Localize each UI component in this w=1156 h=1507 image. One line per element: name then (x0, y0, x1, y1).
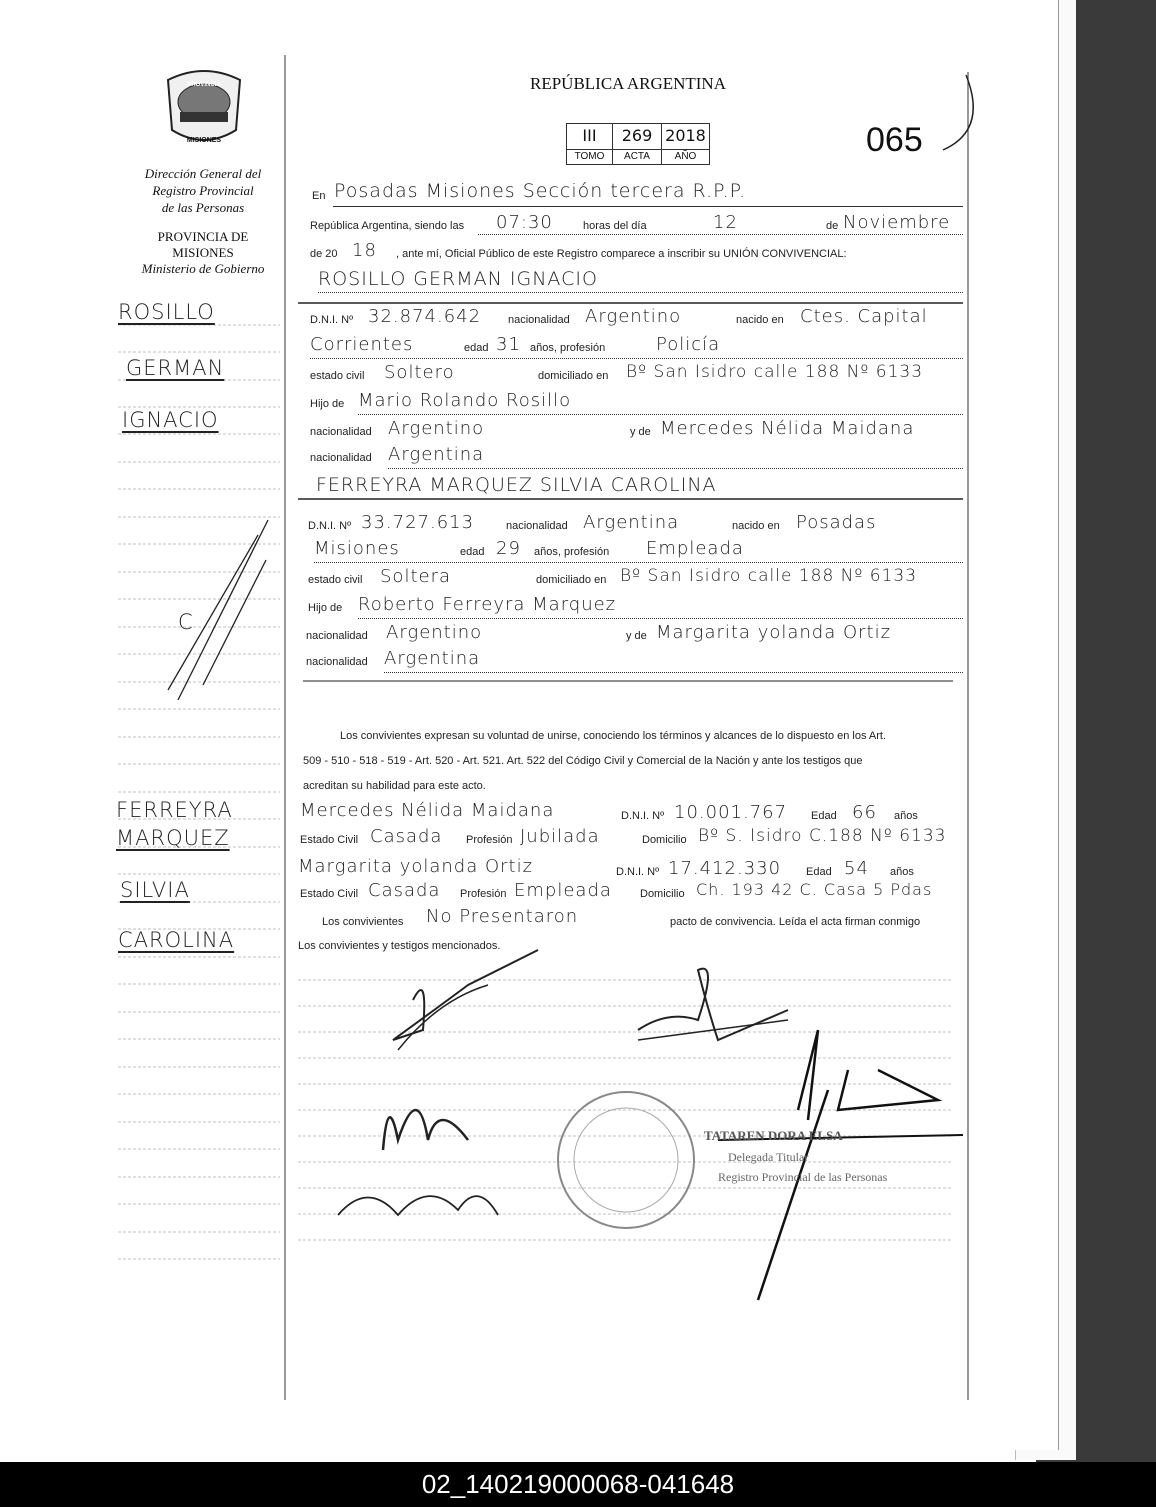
person2-padre: Roberto Ferreyra Marquez (358, 594, 617, 615)
person1-nacido-en-2: Corrientes (310, 334, 414, 355)
witness1-domicilio-label: Domicilio (642, 834, 687, 846)
witness2-domicilio-label: Domicilio (640, 888, 685, 900)
mes-value: Noviembre (843, 212, 951, 233)
person1-edad: 31 (496, 334, 521, 355)
ano-cell (662, 124, 709, 164)
closing-conv-value: No Presentaron (426, 906, 579, 927)
person2-line-2 (314, 562, 963, 563)
org-line-2: Registro Provincial (152, 183, 254, 198)
province-line-2: MISIONES (172, 245, 234, 260)
person1-madre: Mercedes Nélida Maidana (660, 418, 915, 439)
person2-hijo-line (358, 618, 963, 619)
tomo-cell (567, 124, 613, 164)
horas-label: horas del día (583, 220, 647, 232)
person1-padre-nac: Argentino (388, 418, 485, 439)
logo-top-text: PROVINCIA (187, 82, 221, 88)
margin-name-marquez: MARQUEZ (116, 826, 230, 850)
person2-madre-nac: Argentina (384, 648, 481, 669)
org-block (123, 165, 283, 216)
witness2-estado-label: Estado Civil (300, 888, 359, 900)
stamp-title: Delegada Titular (728, 1150, 809, 1164)
stamp-org: Registro Provincial de las Personas (718, 1170, 888, 1184)
person1-hijo-label: Hijo de (310, 398, 345, 410)
witness1-estado: Casada (370, 826, 443, 847)
stamp-name: TATAREN DORA ELSA (704, 1128, 843, 1143)
statement-line-3: acreditan su habilidad para este acto. (303, 780, 486, 792)
logo-bottom-text: MISIONES (186, 137, 222, 144)
witness2-estado: Casada (368, 880, 441, 901)
person1-domicilio: Bº San Isidro calle 188 Nº 6133 (626, 362, 924, 382)
statement-line-1: Los convivientes expresan su voluntad de unirse, conociendo los términos y alcances de lo dispuesto en los Art. (340, 730, 887, 742)
person1-dni-label: D.N.I. Nº (310, 314, 354, 326)
org-line-1: Dirección General del (144, 166, 262, 181)
person2-full-name: FERREYRA MARQUEZ SILVIA CAROLINA (316, 474, 717, 496)
acta-cell (613, 124, 662, 164)
dia-value: 12 (713, 212, 738, 233)
person2-yde-label: y de (626, 630, 647, 642)
person2-edad-label: edad (460, 546, 485, 558)
ano-label: AÑO (662, 149, 709, 164)
person1-name-line (318, 292, 963, 293)
person2-madre-nac-label: nacionalidad (306, 656, 368, 668)
person2-dni-label: D.N.I. Nº (308, 520, 352, 532)
tomo-acta-ano-box (566, 123, 710, 165)
person1-dni: 32.874.642 (368, 306, 482, 327)
person2-padre-nac-label: nacionalidad (306, 630, 368, 642)
comparece-text: , ante mí, Oficial Público de este Registro comparece a inscribir su UNIÓN CONVIVENCIAL: (396, 248, 847, 260)
witness2-domicilio: Ch. 193 42 C. Casa 5 Pdas (696, 880, 933, 899)
person1-domicilio-label: domiciliado en (538, 370, 609, 382)
person1-full-name: ROSILLO GERMAN IGNACIO (318, 268, 598, 290)
province-line-1: PROVINCIA DE (157, 229, 249, 244)
person1-nacido-en: Ctes. Capital (800, 306, 928, 327)
anio-prefix: de 20 (310, 248, 338, 260)
margin-mark-c: C (178, 610, 194, 634)
witness1-profesion-label: Profesión (466, 834, 513, 846)
witness1-estado-label: Estado Civil (300, 834, 359, 846)
witness1-anos-label: años (894, 810, 918, 822)
republica-title: REPÚBLICA ARGENTINA (530, 74, 726, 93)
witness1-profesion: Jubilada (520, 826, 600, 847)
ministerio: Ministerio de Gobierno (141, 261, 265, 276)
witness2-anos-label: años (890, 866, 914, 878)
witness1-dni-label: D.N.I. Nº (621, 810, 665, 822)
person1-line-2 (310, 358, 963, 359)
person2-profesion: Empleada (646, 538, 744, 559)
person2-nac-label: nacionalidad (506, 520, 568, 532)
witness2-profesion-label: Profesión (460, 888, 507, 900)
closing-pacto: pacto de convivencia. Leída el acta firman conmigo (670, 916, 921, 928)
witness1-dni: 10.001.767 (674, 802, 788, 823)
tomo-label: TOMO (567, 149, 612, 164)
person1-nacido-label: nacido en (736, 314, 784, 326)
person1-madre-nac-label: nacionalidad (310, 452, 372, 464)
de-label: de (826, 220, 839, 232)
person2-profesion-label: años, profesión (534, 546, 610, 558)
statement-line-2: 509 - 510 - 518 - 519 - Art. 520 - Art. 521. Art. 522 del Código Civil y Comercial de la Nación y ante los testigos que (303, 755, 863, 767)
province-block (123, 229, 283, 277)
person1-estado: Soltero (384, 362, 455, 383)
person2-hijo-label: Hijo de (308, 602, 343, 614)
person2-madre-nac-line (384, 672, 963, 673)
margin-name-carolina: CAROLINA (118, 928, 235, 952)
witness2-dni-label: D.N.I. Nº (616, 866, 660, 878)
witness1-domicilio: Bº S. Isidro C.188 Nº 6133 (698, 826, 947, 846)
person2-edad: 29 (496, 538, 521, 559)
witness2-profesion: Empleada (514, 880, 612, 901)
en-line (333, 206, 963, 207)
person2-domicilio-label: domiciliado en (536, 574, 607, 586)
witness2-edad-label: Edad (806, 866, 832, 878)
margin-name-german: GERMAN (126, 356, 225, 380)
closing-line-2: Los convivientes y testigos mencionados. (298, 940, 501, 952)
tomo-value: III (582, 126, 597, 145)
witness1-edad: 66 (852, 802, 877, 823)
closing-conv-label: Los convivientes (322, 916, 404, 928)
person2-nacido-label: nacido en (732, 520, 780, 532)
rep-label: República Argentina, siendo las (310, 220, 465, 232)
witness1-edad-label: Edad (811, 810, 837, 822)
person1-nac-label: nacionalidad (508, 314, 570, 326)
person2-nacido-en-2: Misiones (314, 538, 400, 559)
ano-value: 2018 (665, 126, 706, 145)
witness1-name: Mercedes Nélida Maidana (300, 800, 555, 821)
anio-value: 18 (352, 240, 377, 261)
document-sheet (18, 0, 1059, 1450)
person1-madre-nac-line (388, 468, 963, 469)
person2-domicilio: Bº San Isidro calle 188 Nº 6133 (620, 566, 918, 586)
person2-madre: Margarita yolanda Ortiz (656, 622, 892, 643)
fecha-line (478, 234, 963, 235)
person1-profesion-label: años, profesión (530, 342, 606, 354)
person2-padre-nac: Argentino (386, 622, 483, 643)
person1-edad-label: edad (464, 342, 489, 354)
person2-estado-label: estado civil (308, 574, 363, 586)
org-line-3: de las Personas (161, 200, 245, 215)
witness2-dni: 17.412.330 (668, 858, 782, 879)
margin-name-ignacio: IGNACIO (122, 408, 219, 432)
hora-value: 07:30 (496, 212, 553, 233)
person2-nacionalidad: Argentina (583, 512, 680, 533)
person1-nacionalidad: Argentino (585, 306, 682, 327)
margin-name-ferreyra: FERREYRA (116, 798, 233, 822)
margin-name-rosillo: ROSILLO (118, 300, 215, 324)
person1-hijo-line (358, 414, 963, 415)
person2-nacido-en: Posadas (796, 512, 877, 533)
document-id-footer: 02_140219000068-041648 (0, 1462, 1156, 1507)
witness2-edad: 54 (844, 858, 869, 879)
acta-value: 269 (621, 126, 653, 145)
en-value: Posadas Misiones Sección tercera R.P.P. (334, 180, 747, 202)
person1-padre: Mario Rolando Rosillo (358, 390, 572, 411)
person1-madre-nac: Argentina (388, 444, 485, 465)
person1-profesion: Policía (656, 334, 721, 355)
acta-label: ACTA (613, 149, 661, 164)
page-number: 065 (866, 121, 923, 159)
margin-name-silvia: SILVIA (120, 878, 190, 902)
person2-estado: Soltera (380, 566, 452, 587)
person1-yde-label: y de (630, 426, 651, 438)
en-label: En (312, 190, 326, 202)
person2-dni: 33.727.613 (361, 512, 475, 533)
person1-estado-label: estado civil (310, 370, 365, 382)
witness2-name: Margarita yolanda Ortiz (298, 856, 534, 877)
person1-padre-nac-label: nacionalidad (310, 426, 372, 438)
